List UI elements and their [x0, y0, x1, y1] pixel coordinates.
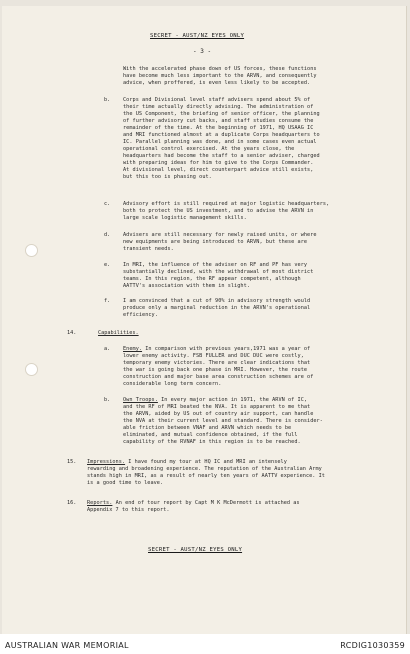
- text-line: able friction between VNAF and ARVN which needs to be: [123, 425, 292, 431]
- text-line: advice, when proffered, is even less likely to be accepted.: [123, 80, 311, 86]
- text-line: the war is going back one phase in MRI. However, the route: [123, 367, 308, 373]
- text-line: headquarters had become the staff to a senior adviser, charged: [123, 153, 320, 159]
- text-line: new equipments are being introduced to ARVN, but these are: [123, 239, 308, 245]
- text-line: efficiency.: [123, 312, 158, 318]
- text-line: remainder of the time. At the beginning of 1971, HQ USAAG IC: [123, 125, 314, 131]
- text-fragment: In every major action in 1971, the ARVN of IC,: [157, 397, 308, 403]
- footer-source: AUSTRALIAN WAR MEMORIAL: [5, 641, 129, 650]
- text-line: temporary enemy victories. There are clear indications that: [123, 360, 311, 366]
- text-line: At divisional level, direct counterpart advice still exists,: [123, 167, 314, 173]
- text-line: the NVA at their current level and standard. There is consider-: [123, 418, 323, 424]
- classification-header-top: SECRET - AUST/NZ EYES ONLY: [150, 33, 245, 39]
- text-line: IC. Parallel planning was done, and in some cases even actual: [123, 139, 317, 145]
- item-label: b.: [104, 397, 111, 403]
- section-heading: Impressions.: [87, 459, 126, 465]
- text-line: considerable long term concern.: [123, 381, 222, 387]
- item-label: e.: [104, 262, 111, 268]
- text-line: In MRI, the influence of the adviser on RF and PF has very: [123, 262, 308, 268]
- section-number: 14.: [67, 330, 77, 336]
- text-line: construction and major base area construction schemes are of: [123, 374, 314, 380]
- section-number: 16.: [67, 500, 77, 506]
- text-line: of further advisory cut backs, and staff studies consume the: [123, 118, 314, 124]
- text-line: but this too is phasing out.: [123, 174, 212, 180]
- item-heading: Own Troops.: [123, 397, 158, 403]
- text-line: the US Component, the briefing of senior officer, the planning: [123, 111, 320, 117]
- item-label: a.: [104, 346, 111, 352]
- text-line: [87, 500, 300, 507]
- page-number: - 3 -: [193, 48, 212, 55]
- text-line: teams. In this region, the RF appear competent, although: [123, 276, 301, 282]
- text-line: stands high in MRI, as a result of nearly ten years of AATTV experience. It: [87, 473, 325, 479]
- text-line: rewarding and broadening experience. The reputation of the Australian Army: [87, 466, 322, 472]
- text-line: capability of the RVNAF in this region is to be reached.: [123, 439, 301, 445]
- text-line: transient needs.: [123, 246, 174, 252]
- text-line: substantially declined, with the withdrawal of most district: [123, 269, 314, 275]
- text-line: with preparing ideas for him to give to the Corps Commander.: [123, 160, 314, 166]
- section-number: 15.: [67, 459, 77, 465]
- section-heading: Reports.: [87, 500, 113, 506]
- text-line: eliminated, and mutual confidence obtained, if the full: [123, 432, 298, 438]
- punch-hole-top: [25, 244, 38, 257]
- item-label: b.: [104, 97, 111, 103]
- text-line: Appendix 7 to this report.: [87, 507, 170, 513]
- text-line: Advisory effort is still required at major logistic headquarters,: [123, 201, 330, 207]
- section-title: Capabilities.: [98, 330, 139, 336]
- text-line: With the accelerated phase down of US forces, these functions: [123, 66, 317, 72]
- text-line: the ARVN, aided by US out of country air support, can handle: [123, 411, 314, 417]
- item-heading: Enemy.: [123, 346, 143, 352]
- text-line: large scale logistic management skills.: [123, 215, 247, 221]
- punch-hole-bottom: [25, 363, 38, 376]
- text-line: is a good time to leave.: [87, 480, 164, 486]
- text-line: their time actually directly advising. The administration of: [123, 104, 314, 110]
- text-line: [123, 346, 310, 353]
- text-line: [123, 397, 307, 404]
- text-fragment: In comparison with previous years,1971 was a year of: [142, 346, 311, 352]
- item-label: c.: [104, 201, 111, 207]
- text-line: AATTV's association with them in slight.: [123, 283, 250, 289]
- text-line: produce only a marginal reduction in the ARVN's operational: [123, 305, 311, 311]
- text-line: Corps and Divisional level staff advisers spend about 5% of: [123, 97, 311, 103]
- text-line: lower enemy activity. FSB FULLER and DUC DUC were costly,: [123, 353, 304, 359]
- text-line: Advisers are still necessary for newly raised units, or where: [123, 232, 317, 238]
- text-line: operational control exercised. At the years close, the: [123, 146, 295, 152]
- text-line: both to protect the US investment, and to advise the ARVN in: [123, 208, 314, 214]
- item-label: f.: [104, 298, 111, 304]
- footer-record-id: RCDIG1030359: [340, 641, 405, 650]
- text-fragment: I have found my tour at HQ IC and MRI an intensely: [125, 459, 287, 465]
- text-line: have become much less important to the ARVN, and consequently: [123, 73, 317, 79]
- text-fragment: An end of tour report by Capt M K McDermott is attached as: [112, 500, 300, 506]
- classification-header-bottom: SECRET - AUST/NZ EYES ONLY: [148, 547, 243, 553]
- text-line: and the RF of MRI beated the NVA. It is apparent to me that: [123, 404, 311, 410]
- text-line: and MRI functioned almost at a duplicate Corps headquarters to: [123, 132, 320, 138]
- text-line: [87, 459, 287, 466]
- item-label: d.: [104, 232, 111, 238]
- text-line: I am convinced that a cut of 90% in advisory strength would: [123, 298, 311, 304]
